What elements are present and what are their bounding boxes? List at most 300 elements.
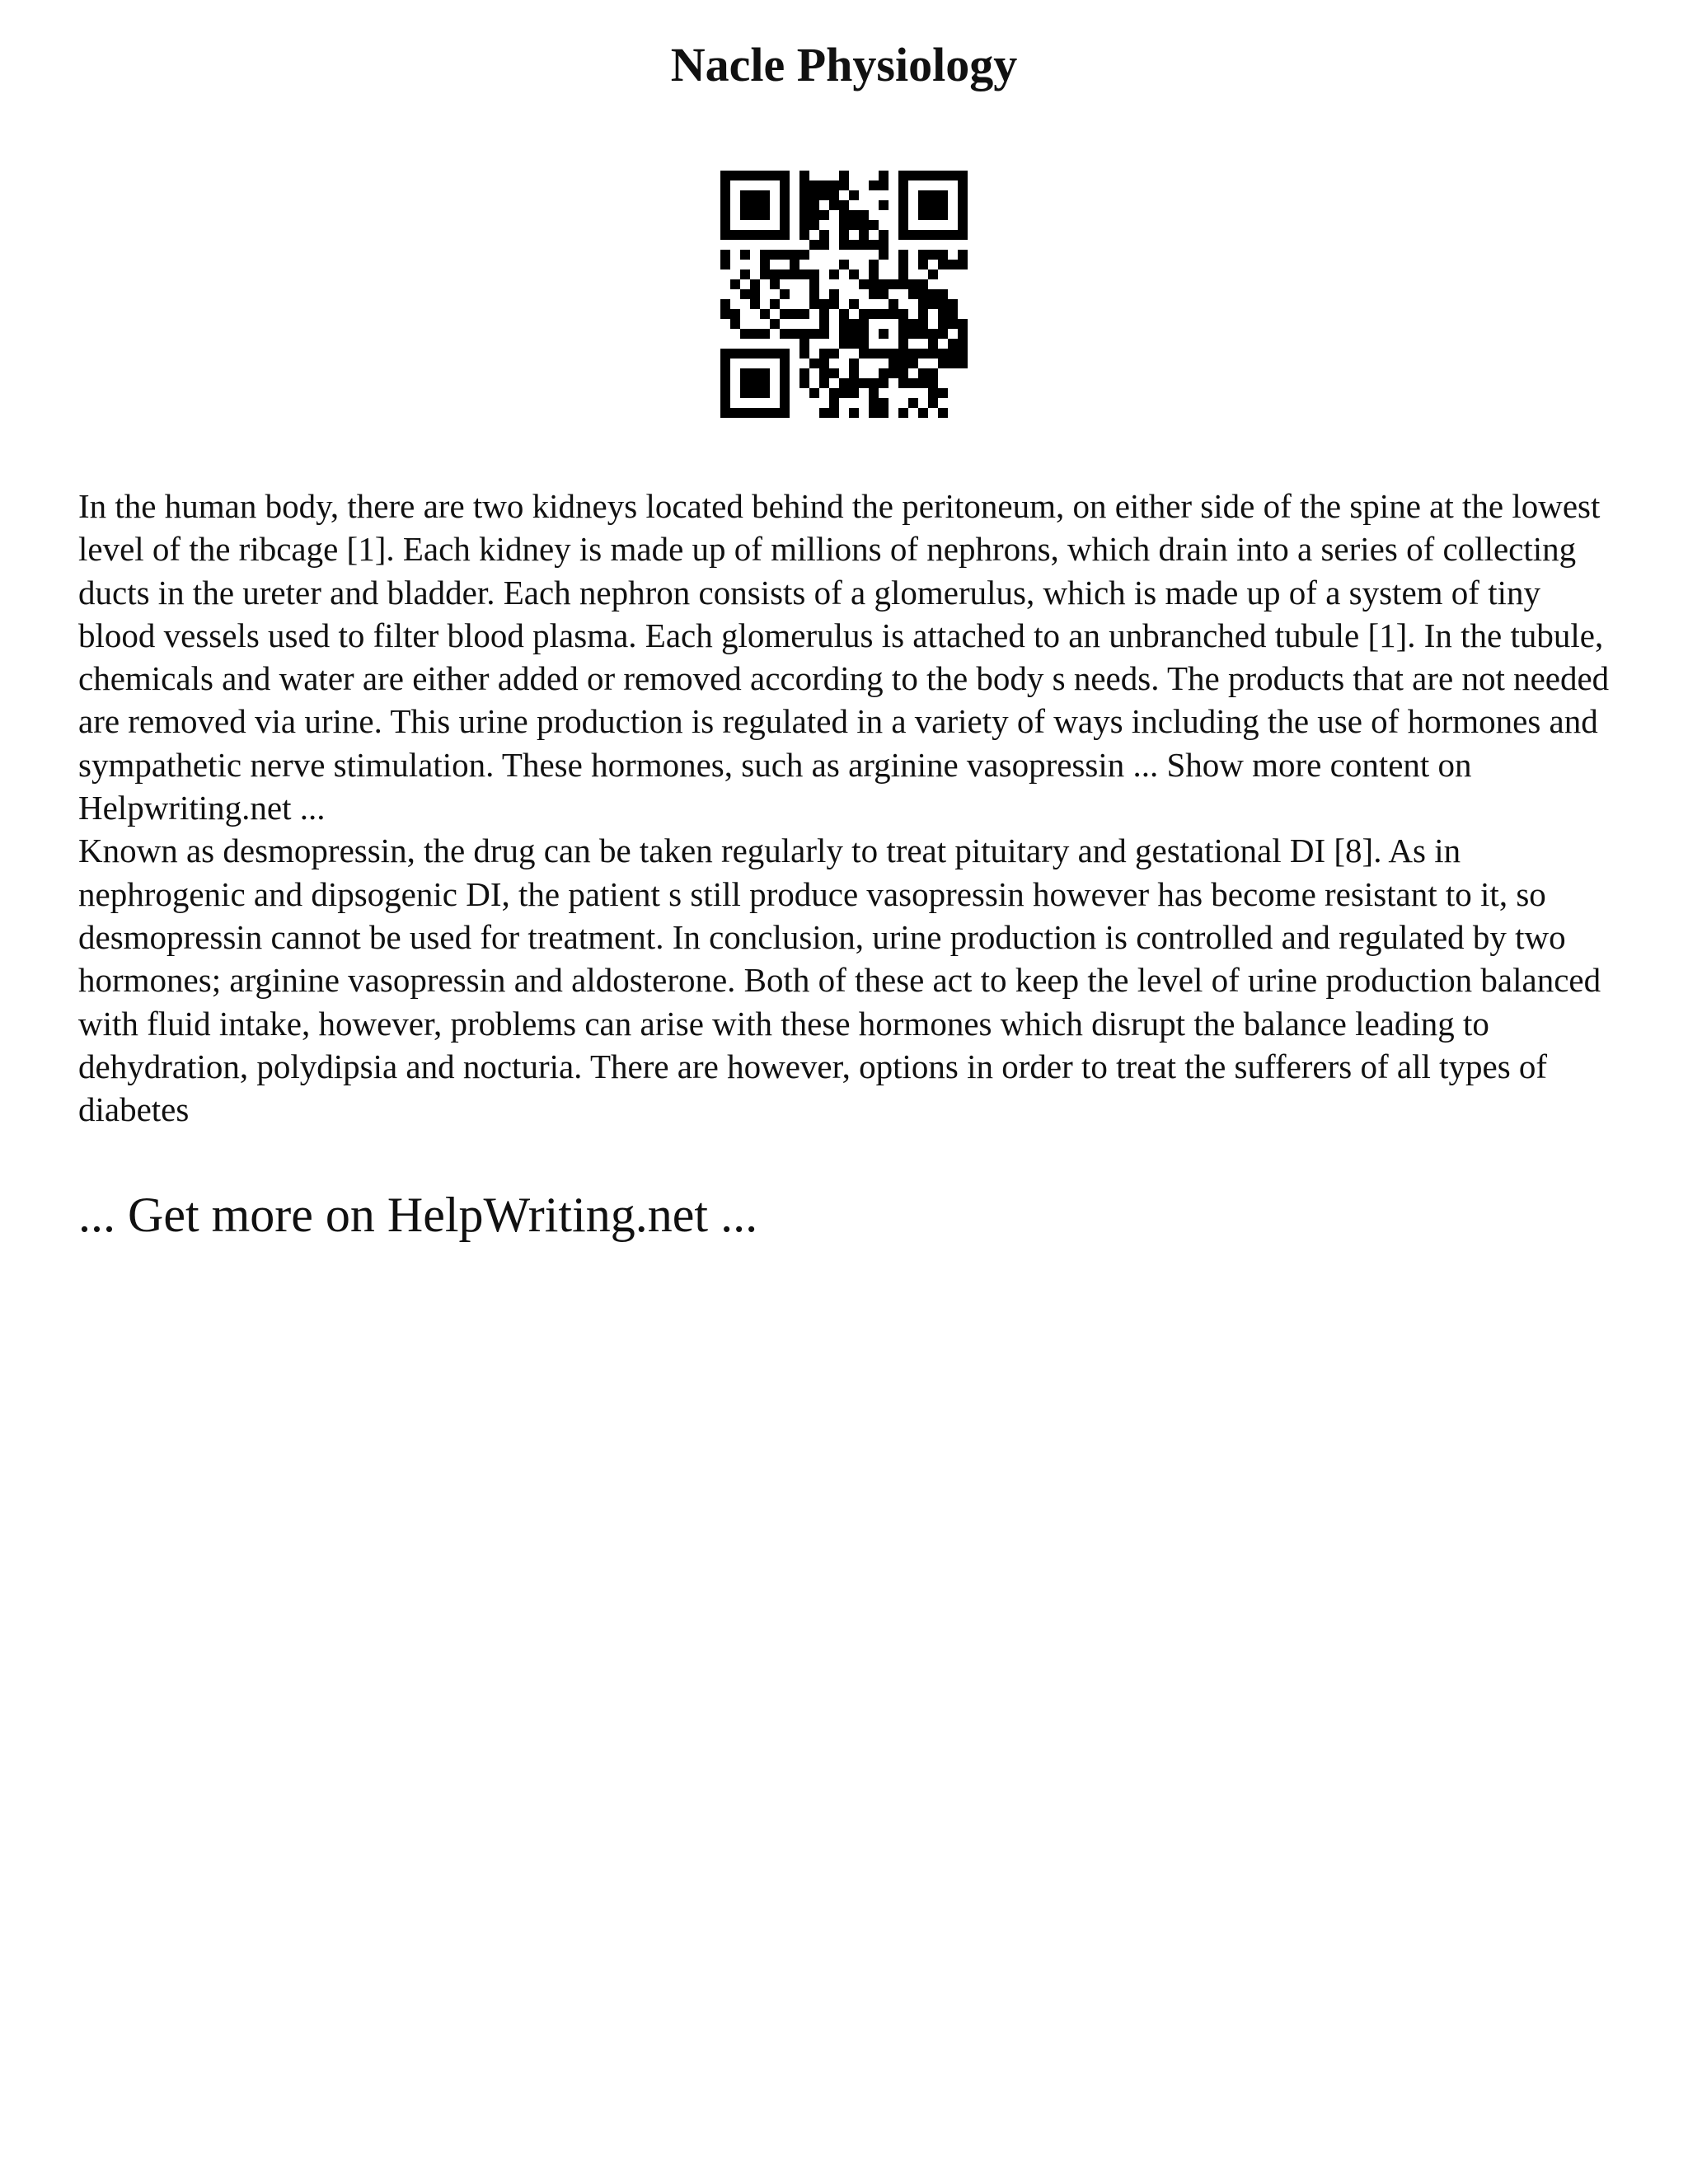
qr-module [879,180,889,190]
qr-module [839,200,849,210]
qr-module [879,368,889,378]
qr-module [928,289,938,299]
qr-module [730,319,740,329]
qr-module [839,388,849,398]
qr-module [869,180,879,190]
qr-module [879,349,889,359]
qr-module [958,349,968,359]
qr-module [809,299,819,309]
qr-module [898,349,908,359]
qr-module [750,388,760,398]
qr-module [809,289,819,299]
qr-module [958,190,968,200]
qr-module [879,329,889,339]
qr-module [750,349,760,359]
qr-module [918,349,928,359]
qr-module [958,220,968,230]
qr-module [879,309,889,319]
qr-module [829,368,839,378]
qr-module [879,230,889,240]
qr-module [859,319,869,329]
qr-module [928,269,938,279]
qr-module [780,289,790,299]
qr-module [819,368,829,378]
qr-module [780,349,790,359]
qr-module [740,190,750,200]
qr-module [849,339,859,349]
qr-module [898,269,908,279]
qr-module [839,230,849,240]
qr-module [829,269,839,279]
qr-module [918,408,928,418]
qr-module [770,230,780,240]
qr-module [760,329,770,339]
qr-module [790,329,799,339]
qr-module [918,171,928,180]
qr-module [938,250,948,260]
qr-module [819,210,829,220]
qr-module [869,349,879,359]
qr-module [839,319,849,329]
qr-module [898,230,908,240]
qr-module [908,329,918,339]
qr-module [928,190,938,200]
qr-module [740,200,750,210]
qr-module [958,200,968,210]
qr-module [948,309,958,319]
qr-module [750,190,760,200]
qr-module [760,309,770,319]
qr-module [819,329,829,339]
qr-module [799,250,809,260]
qr-module [918,279,928,289]
qr-module [928,388,938,398]
qr-module [908,279,918,289]
qr-module [760,171,770,180]
qr-module [740,368,750,378]
qr-code-icon [720,171,968,418]
qr-module [770,408,780,418]
qr-module [859,279,869,289]
qr-module [859,240,869,250]
qr-module [938,260,948,269]
qr-module [809,210,819,220]
qr-module [760,250,770,260]
qr-module [720,309,730,319]
qr-module [869,309,879,319]
qr-module [720,171,730,180]
qr-module [928,349,938,359]
qr-module [889,359,898,368]
qr-module [799,180,809,190]
qr-module [889,349,898,359]
qr-module [879,279,889,289]
qr-module [898,210,908,220]
qr-module [869,408,879,418]
qr-module [918,319,928,329]
qr-module [849,299,859,309]
qr-module [839,339,849,349]
qr-module [720,200,730,210]
qr-module [839,220,849,230]
qr-module [839,260,849,269]
qr-module [799,329,809,339]
qr-module [958,250,968,260]
qr-module [780,171,790,180]
qr-module [730,309,740,319]
qr-module [780,220,790,230]
qr-module [958,171,968,180]
qr-module [750,210,760,220]
qr-module [938,349,948,359]
qr-module [760,378,770,388]
qr-module [839,171,849,180]
qr-module [780,398,790,408]
qr-module [819,230,829,240]
qr-module [799,368,809,378]
qr-module [740,408,750,418]
qr-module [760,260,770,269]
qr-module [780,230,790,240]
qr-module [799,190,809,200]
qr-module [780,200,790,210]
qr-module [720,230,730,240]
qr-module [760,269,770,279]
qr-module [918,299,928,309]
qr-module [809,329,819,339]
qr-module [889,299,898,309]
qr-module [780,210,790,220]
qr-module [869,260,879,269]
paragraph-conclusion: Known as desmopressin, the drug can be taken regularly to treat pituitary and gestational DI [8]. As in nephrogenic and dipsogenic DI, the patient s still produce vasopressin however has become resistant to it, so desmopressin cannot be used for treatment. In conclusion, urine production is controlled and regulated by two hormones; arginine vasopressin and aldosterone. Both of these act to keep the level of urine production balanced with fluid intake, however, problems can arise with these hormones which disrupt the balance leading to dehydration, polydipsia and nocturia. There are however, options in order to treat the sufferers of all types of diabetes [78,832,1601,1129]
qr-module [760,388,770,398]
qr-module [948,230,958,240]
qr-module [780,408,790,418]
qr-module [898,260,908,269]
qr-module [750,289,760,299]
qr-module [720,250,730,260]
qr-module [948,299,958,309]
qr-module [740,171,750,180]
qr-module [958,180,968,190]
qr-module [938,309,948,319]
qr-module [799,200,809,210]
qr-module [898,200,908,210]
qr-module [809,279,819,289]
qr-module [948,349,958,359]
qr-module [948,339,958,349]
qr-module [908,319,918,329]
qr-module [928,210,938,220]
page-title: Nacle Physiology [670,38,1018,91]
qr-module [849,269,859,279]
qr-module [740,230,750,240]
qr-module [938,329,948,339]
qr-module [809,220,819,230]
qr-module [938,319,948,329]
qr-module [799,339,809,349]
qr-module [918,250,928,260]
qr-module [928,171,938,180]
qr-module [829,180,839,190]
qr-module [809,200,819,210]
qr-module [760,368,770,378]
qr-module [750,230,760,240]
qr-module [740,378,750,388]
qr-module [750,378,760,388]
qr-module [859,309,869,319]
qr-module [799,210,809,220]
qr-module [859,220,869,230]
qr-module [770,171,780,180]
qr-module [750,368,760,378]
qr-module [809,180,819,190]
qr-module [938,289,948,299]
qr-module [898,250,908,260]
qr-module [869,398,879,408]
qr-module [839,240,849,250]
qr-module [859,378,869,388]
qr-module [819,359,829,368]
qr-module [898,319,908,329]
qr-module [898,180,908,190]
qr-module [869,378,879,388]
qr-module [849,210,859,220]
qr-module [938,388,948,398]
qr-module [918,368,928,378]
qr-module [720,299,730,309]
qr-module [819,319,829,329]
qr-module [720,378,730,388]
qr-module [928,378,938,388]
qr-module [849,190,859,200]
qr-module [908,349,918,359]
qr-module [849,368,859,378]
qr-module [908,171,918,180]
qr-module [809,269,819,279]
qr-module [918,260,928,269]
qr-module [770,279,780,289]
qr-module [799,349,809,359]
qr-module [879,408,889,418]
qr-module [918,200,928,210]
qr-module [809,359,819,368]
qr-module [740,210,750,220]
get-more-link[interactable]: ... Get more on HelpWriting.net ... [78,1188,758,1242]
qr-module [730,230,740,240]
qr-module [790,260,799,269]
qr-module [819,299,829,309]
qr-module [918,289,928,299]
qr-module [889,368,898,378]
qr-module [819,349,829,359]
qr-module [740,269,750,279]
qr-module [760,349,770,359]
qr-module [780,359,790,368]
qr-module [809,388,819,398]
qr-module [908,378,918,388]
qr-module [740,388,750,398]
qr-module [938,190,948,200]
qr-module [780,329,790,339]
qr-module [740,329,750,339]
qr-module [829,388,839,398]
qr-module [928,250,938,260]
qr-module [750,200,760,210]
qr-module [879,200,889,210]
qr-module [829,408,839,418]
qr-module [839,329,849,339]
qr-module [730,349,740,359]
qr-module [948,260,958,269]
qr-module [780,388,790,398]
qr-module [859,349,869,359]
qr-module [938,210,948,220]
qr-module [780,269,790,279]
qr-module [958,210,968,220]
qr-module [869,388,879,398]
qr-module [898,329,908,339]
qr-module [720,398,730,408]
qr-module [918,190,928,200]
qr-module [869,279,879,289]
qr-module [889,309,898,319]
qr-module [760,210,770,220]
article-body [78,485,1620,1131]
qr-module [829,299,839,309]
qr-module [849,240,859,250]
paragraph-intro: In the human body, there are two kidneys located behind the peritoneum, on either side of the spine at the lowest level of the ribcage [1]. Each kidney is made up of millions of nephrons, which drain into a series of collecting ducts in the ureter and bladder. Each nephron consists of a glomerulus, which is made up of a system of tiny blood vessels used to filter blood plasma. Each glomerulus is attached to an unbranched tubule [1]. In the tubule, chemicals and water are either added or removed according to the body s needs. The products that are not needed are removed via urine. This urine production is regulated in a variety of ways including the use of hormones and sympathetic nerve stimulation. These hormones, such as arginine vasopressin ... Show more content on Helpwriting.net ... [78,487,1610,827]
qr-module [819,240,829,250]
qr-module [780,180,790,190]
qr-module [799,230,809,240]
qr-module [898,359,908,368]
qr-module [819,378,829,388]
qr-module [889,279,898,289]
qr-module [770,299,780,309]
qr-module [720,180,730,190]
qr-module [928,339,938,349]
qr-module [819,408,829,418]
qr-module [780,190,790,200]
qr-module [720,359,730,368]
qr-module [750,299,760,309]
qr-module [918,309,928,319]
qr-module [849,329,859,339]
qr-module [948,359,958,368]
qr-module [958,260,968,269]
qr-module [849,359,859,368]
qr-module [898,190,908,200]
qr-module [869,289,879,299]
qr-module [790,309,799,319]
qr-module [809,240,819,250]
qr-module [740,289,750,299]
qr-module [958,230,968,240]
qr-module [829,200,839,210]
qr-module [720,260,730,269]
qr-module [809,190,819,200]
qr-module [928,299,938,309]
qr-module [928,200,938,210]
qr-module [948,319,958,329]
qr-module [898,368,908,378]
qr-module [928,398,938,408]
qr-module [849,378,859,388]
qr-module [898,279,908,289]
qr-module [720,368,730,378]
qr-module [879,398,889,408]
qr-module [898,408,908,418]
qr-module [829,190,839,200]
qr-module [938,171,948,180]
qr-module [879,289,889,299]
qr-module [760,230,770,240]
qr-module [869,240,879,250]
qr-module [819,309,829,319]
qr-module [859,210,869,220]
qr-module [918,210,928,220]
qr-module [938,359,948,368]
qr-module [958,329,968,339]
qr-module [938,230,948,240]
qr-module [750,171,760,180]
qr-module [938,299,948,309]
qr-module [839,378,849,388]
qr-module [730,408,740,418]
qr-module [790,250,799,260]
qr-module [819,190,829,200]
qr-module [928,329,938,339]
qr-module [770,349,780,359]
qr-module [819,180,829,190]
qr-module [918,329,928,339]
qr-module [849,408,859,418]
qr-module [730,171,740,180]
qr-module [908,230,918,240]
qr-module [849,388,859,398]
qr-module [760,408,770,418]
qr-module [839,309,849,319]
qr-module [799,171,809,180]
qr-module [938,408,948,418]
qr-module [780,309,790,319]
qr-module [898,378,908,388]
qr-module [740,250,750,260]
qr-module [948,171,958,180]
qr-module [898,339,908,349]
qr-module [958,359,968,368]
qr-module [879,250,889,260]
qr-module [839,210,849,220]
qr-module [799,378,809,388]
qr-module [829,289,839,299]
qr-module [908,289,918,299]
qr-module [750,329,760,339]
qr-module [720,220,730,230]
qr-module [898,220,908,230]
qr-module [799,309,809,319]
qr-module [879,240,889,250]
qr-module [859,339,869,349]
qr-module [908,398,918,408]
qr-module [898,171,908,180]
qr-module [780,368,790,378]
qr-module [770,269,780,279]
qr-module [750,279,760,289]
qr-module [898,309,908,319]
qr-module [720,349,730,359]
